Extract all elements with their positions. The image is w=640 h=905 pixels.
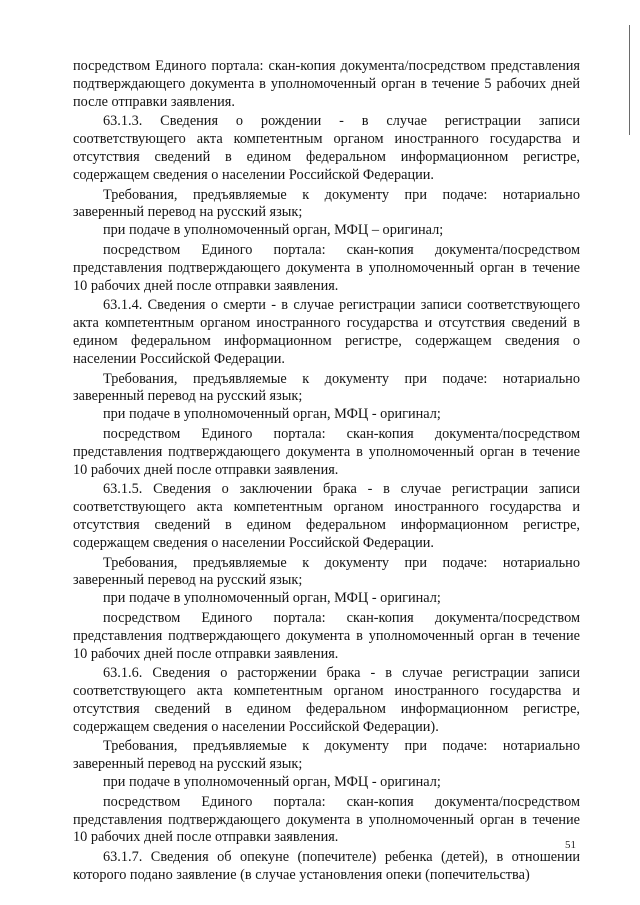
paragraph-63-1-6: 63.1.6. Сведения о расторжении брака - в случае регистрации записи соответствующего акта компетентным органом иностранного государства и отсутствия сведений в едином федеральном информационном регистре, содержащем сведения о населении Российской Федерации).	[73, 665, 580, 735]
paragraph-63-1-5: 63.1.5. Сведения о заключении брака - в случае регистрации записи соответствующего акта компетентным органом иностранного государства и отсутствия сведений в едином федеральном информационном регистре, содержащем сведения о населении Российской Федерации.	[73, 481, 580, 551]
paragraph-portal-submission: посредством Единого портала: скан-копия документа/посредством представления подтверждающего документа в уполномоченный орган в течение 10 рабочих дней после отправки заявления.	[73, 793, 580, 846]
paragraph-requirements: Требования, предъявляемые к документу при подаче: нотариально заверенный перевод на русский язык;	[73, 738, 580, 773]
paragraph-requirements: Требования, предъявляемые к документу при подаче: нотариально заверенный перевод на русский язык;	[73, 370, 580, 405]
paragraph-submission-office: при подаче в уполномоченный орган, МФЦ - оригинал;	[103, 590, 441, 607]
paragraph-portal-submission: посредством Единого портала: скан-копия документа/посредством представления подтверждающего документа в уполномоченный орган в течение 10 рабочих дней после отправки заявления.	[73, 241, 580, 294]
paragraph-63-1-4: 63.1.4. Сведения о смерти - в случае регистрации записи соответствующего акта компетентным органом иностранного государства и отсутствия сведений в едином федеральном информационном регистре, содержащем сведения о населении Российской Федерации.	[73, 297, 580, 367]
paragraph-63-1-3: 63.1.3. Сведения о рождении - в случае регистрации записи соответствующего акта компетентным органом иностранного государства и отсутствия сведений в едином федеральном информационном регистре, содержащем сведения о населении Российской Федерации.	[73, 113, 580, 183]
document-body	[73, 58, 580, 885]
paragraph-submission-office: при подаче в уполномоченный орган, МФЦ – оригинал;	[103, 222, 444, 239]
paragraph-requirements: Требования, предъявляемые к документу при подаче: нотариально заверенный перевод на русский язык;	[73, 186, 580, 221]
paragraph-continuation: посредством Единого портала: скан-копия документа/посредством представления подтверждающего документа в уполномоченный орган в течение 5 рабочих дней после отправки заявления.	[73, 58, 580, 110]
paragraph-requirements: Требования, предъявляемые к документу при подаче: нотариально заверенный перевод на русский язык;	[73, 554, 580, 589]
paragraph-submission-office: при подаче в уполномоченный орган, МФЦ - оригинал;	[103, 406, 441, 423]
paragraph-portal-submission: посредством Единого портала: скан-копия документа/посредством представления подтверждающего документа в уполномоченный орган в течение 10 рабочих дней после отправки заявления.	[73, 609, 580, 662]
paragraph-63-1-7: 63.1.7. Сведения об опекуне (попечителе) ребенка (детей), в отношении которого подано заявление (в случае установления опеки (попечительства)	[73, 849, 580, 884]
paragraph-submission-office: при подаче в уполномоченный орган, МФЦ - оригинал;	[103, 774, 441, 791]
scan-edge-line	[629, 25, 630, 135]
paragraph-portal-submission: посредством Единого портала: скан-копия документа/посредством представления подтверждающего документа в уполномоченный орган в течение 10 рабочих дней после отправки заявления.	[73, 425, 580, 478]
page-number: 51	[565, 839, 576, 851]
